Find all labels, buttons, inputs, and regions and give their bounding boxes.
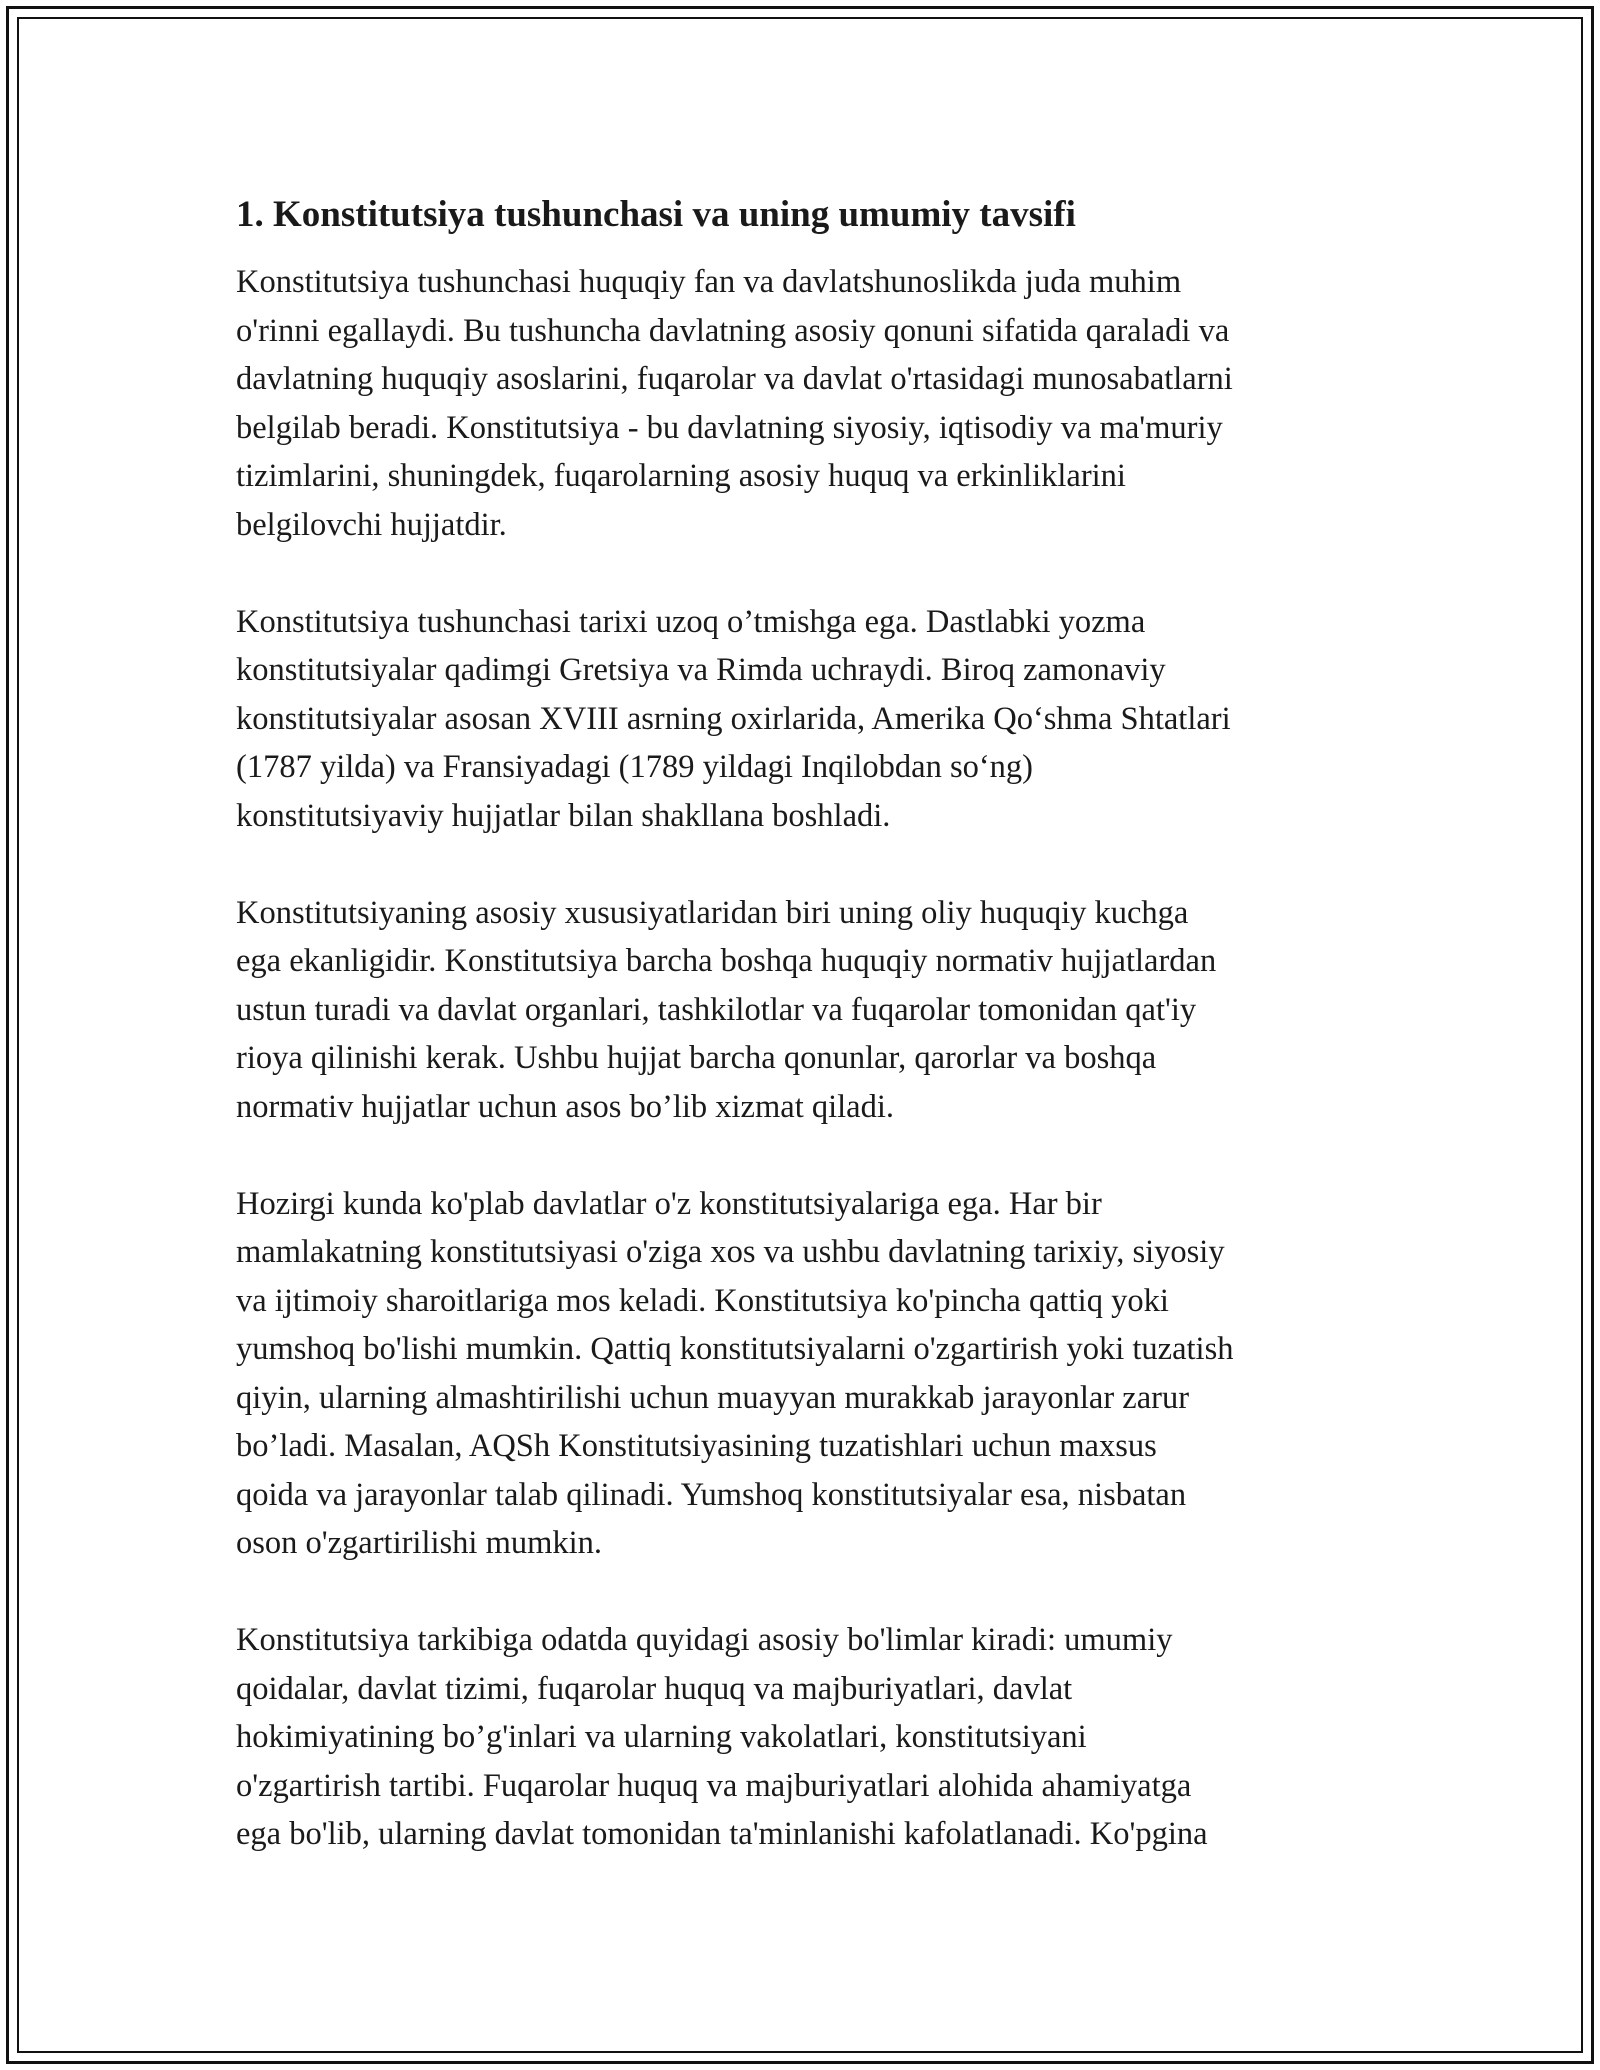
paragraph-3: Konstitutsiyaning asosiy xususiyatlaridan biri uning oliy huquqiy kuchga ega ekanligidir. Konstitutsiya barcha boshqa huquqiy normativ hujjatlardan ustun turadi va davlat organlari, tashkilotlar va fuqarolar tomonidan qat'iy rioya qilinishi kerak. Ushbu hujjat barcha qonunlar, qarorlar va boshqa normativ hujjatlar uchun asos bo’lib xizmat qiladi. (236, 894, 1217, 1125)
paragraph-5: Konstitutsiya tarkibiga odatda quyidagi asosiy bo'limlar kiradi: umumiy qoidalar, davlat tizimi, fuqarolar huquq va majburiyatlari, davlat hokimiyatining bo’g'inlari va ularning vakolatlari, konstitutsiyani o'zgartirish tartibi. Fuqarolar huquq va majburiyatlari alohida ahamiyatga ega bo'lib, ularning davlat tomonidan ta'minlanishi kafolatlanadi. Ko'pgina (236, 1622, 1208, 1852)
section-heading: 1. Konstitutsiya tushunchasi va uning umumiy tavsifi (236, 194, 1076, 235)
paragraph-1: Konstitutsiya tushunchasi huquqiy fan va davlatshunoslikda juda muhim o'rinni egallaydi. Bu tushuncha davlatning asosiy qonuni sifatida qaraladi va davlatning huquqiy asoslarini, fuqarolar va davlat o'rtasidagi munosabatlarni belgilab beradi. Konstitutsiya - bu davlatning siyosiy, iqtisodiy va ma'muriy tizimlarini, shuningdek, fuqarolarning asosiy huquq va erkinliklarini belgilovchi hujjatdir. (236, 264, 1233, 543)
document-body (236, 190, 1376, 1907)
paragraph-2: Konstitutsiya tushunchasi tarixi uzoq o’tmishga ega. Dastlabki yozma konstitutsiyalar qadimgi Gretsiya va Rimda uchraydi. Biroq zamonaviy konstitutsiyalar asosan XVIII asrning oxirlarida, Amerika Qo‘shma Shtatlari (1787 yilda) va Fransiyadagi (1789 yildagi Inqilobdan so‘ng) konstitutsiyaviy hujjatlar bilan shakllana boshladi. (236, 603, 1231, 834)
paragraph-4: Hozirgi kunda ko'plab davlatlar o'z konstitutsiyalariga ega. Har bir mamlakatning konstitutsiyasi o'ziga xos va ushbu davlatning tarixiy, siyosiy va ijtimoiy sharoitlariga mos keladi. Konstitutsiya ko'pincha qattiq yoki yumshoq bo'lishi mumkin. Qattiq konstitutsiyalarni o'zgartirish yoki tuzatish qiyin, ularning almashtirilishi uchun muayyan murakkab jarayonlar zarur bo’ladi. Masalan, AQSh Konstitutsiyasining tuzatishlari uchun maxsus qoida va jarayonlar talab qilinadi. Yumshoq konstitutsiyalar esa, nisbatan oson o'zgartirilishi mumkin. (236, 1185, 1234, 1561)
